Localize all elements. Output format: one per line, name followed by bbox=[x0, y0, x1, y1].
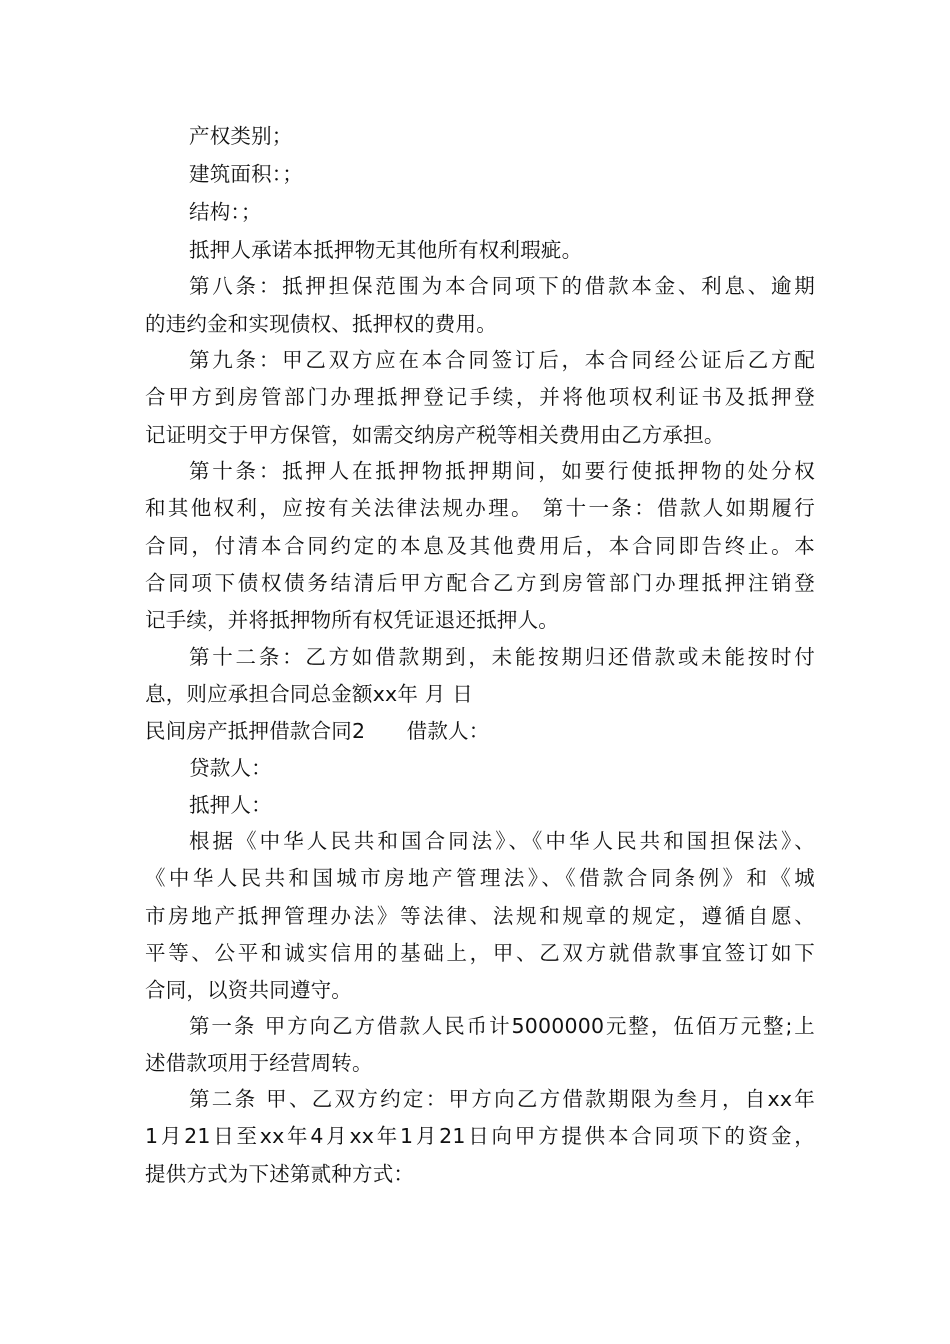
text-line: 第一条 甲方向乙方借款人民币计5000000元整，伍佰万元整;上 bbox=[189, 1014, 815, 1038]
text-line: 抵押人承诺本抵押物无其他所有权利瑕疵。 bbox=[189, 238, 583, 262]
text-line: 述借款项用于经营周转。 bbox=[145, 1051, 373, 1075]
text-line: 1月21日至xx年4月xx年1月21日向甲方提供本合同项下的资金， bbox=[145, 1124, 815, 1148]
text-line: 平等、公平和诚实信用的基础上，甲、乙双方就借款事宜签订如下 bbox=[145, 941, 815, 965]
text-line: 记证明交于甲方保管，如需交纳房产税等相关费用由乙方承担。 bbox=[145, 423, 725, 447]
text-line: 建筑面积：； bbox=[189, 162, 303, 186]
text-line: 第九条：甲乙双方应在本合同签订后，本合同经公证后乙方配 bbox=[189, 348, 815, 372]
text-line: 第二条 甲、乙双方约定：甲方向乙方借款期限为叁月，自xx年 bbox=[189, 1087, 815, 1111]
text-line: 合同，以资共同遵守。 bbox=[145, 978, 352, 1002]
text-line: 产权类别； bbox=[189, 124, 293, 148]
text-line: 合同项下债权债务结清后甲方配合乙方到房管部门办理抵押注销登 bbox=[145, 571, 815, 595]
text-line: 市房地产抵押管理办法》等法律、法规和规章的规定，遵循自愿、 bbox=[145, 904, 815, 928]
text-line: 《中华人民共和国城市房地产管理法》、《借款合同条例》和《城 bbox=[145, 866, 815, 890]
text-line: 和其他权利，应按有关法律法规办理。 第十一条：借款人如期履行 bbox=[145, 496, 815, 520]
text-line: 合甲方到房管部门办理抵押登记手续，并将他项权利证书及抵押登 bbox=[145, 385, 815, 409]
text-line: 根据《中华人民共和国合同法》、《中华人民共和国担保法》、 bbox=[189, 829, 815, 853]
text-line: 民间房产抵押借款合同2 借款人： bbox=[145, 719, 490, 743]
text-line: 第十条：抵押人在抵押物抵押期间，如要行使抵押物的处分权 bbox=[189, 459, 815, 483]
text-line: 抵押人： bbox=[189, 793, 272, 817]
text-line: 结构：； bbox=[189, 200, 262, 224]
text-line: 的违约金和实现债权、抵押权的费用。 bbox=[145, 312, 497, 336]
text-line: 记手续，并将抵押物所有权凭证退还抵押人。 bbox=[145, 608, 559, 632]
text-line: 贷款人： bbox=[189, 756, 272, 780]
text-line: 第八条：抵押担保范围为本合同项下的借款本金、利息、逾期 bbox=[189, 274, 815, 298]
text-line: 息，则应承担合同总金额xx年 月 日 bbox=[145, 682, 473, 706]
text-line: 第十二条：乙方如借款期到，未能按期归还借款或未能按时付 bbox=[189, 645, 815, 669]
text-line: 提供方式为下述第贰种方式： bbox=[145, 1162, 415, 1186]
text-line: 合同，付清本合同约定的本息及其他费用后，本合同即告终止。本 bbox=[145, 534, 815, 558]
